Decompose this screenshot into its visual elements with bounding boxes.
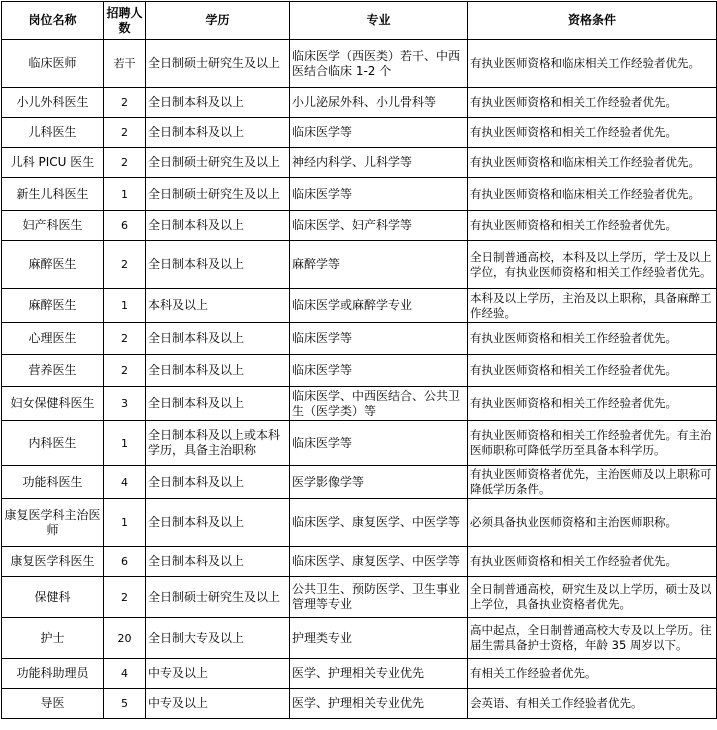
table-row bbox=[2, 499, 717, 547]
major-cell: 临床医学等 bbox=[290, 421, 468, 466]
position-cell: 新生儿科医生 bbox=[2, 178, 104, 211]
table-row bbox=[2, 618, 717, 659]
requirement-cell: 有执业医师资格和相关工作经验者优先。 bbox=[468, 355, 717, 387]
table-row bbox=[2, 178, 717, 211]
education-cell: 全日制本科及以上 bbox=[146, 211, 290, 241]
count-cell: 3 bbox=[104, 387, 146, 421]
count-cell: 4 bbox=[104, 466, 146, 499]
table-row bbox=[2, 241, 717, 289]
count-cell: 2 bbox=[104, 118, 146, 148]
requirement-cell: 有执业医师资格和相关工作经验者优先。有主治医师职称可降低学历至具备本科学历。 bbox=[468, 421, 717, 466]
requirement-cell: 全日制普通高校，本科及以上学历，学士及以上学位，有执业医师资格和相关工作经验者优先。 bbox=[468, 241, 717, 289]
table-row bbox=[2, 547, 717, 577]
table-row bbox=[2, 421, 717, 466]
header-count: 招聘人数 bbox=[104, 2, 146, 40]
major-cell: 临床医学等 bbox=[290, 355, 468, 387]
position-cell: 营养医生 bbox=[2, 355, 104, 387]
table-row bbox=[2, 355, 717, 387]
count-cell: 1 bbox=[104, 421, 146, 466]
education-cell: 全日制本科及以上 bbox=[146, 547, 290, 577]
major-cell: 临床医学、康复医学、中医学等 bbox=[290, 499, 468, 547]
major-cell: 神经内科学、儿科学等 bbox=[290, 148, 468, 178]
position-cell: 功能科医生 bbox=[2, 466, 104, 499]
table-row bbox=[2, 577, 717, 618]
position-cell: 儿科医生 bbox=[2, 118, 104, 148]
requirement-cell: 有执业医师资格和临床相关工作经验者优先。 bbox=[468, 148, 717, 178]
major-cell: 小儿泌尿外科、小儿骨科等 bbox=[290, 88, 468, 118]
table-row bbox=[2, 387, 717, 421]
education-cell: 中专及以上 bbox=[146, 689, 290, 719]
table-row bbox=[2, 148, 717, 178]
major-cell: 公共卫生、预防医学、卫生事业管理等专业 bbox=[290, 577, 468, 618]
major-cell: 临床医学等 bbox=[290, 323, 468, 355]
table-row bbox=[2, 689, 717, 719]
position-cell: 功能科助理员 bbox=[2, 659, 104, 689]
count-cell: 20 bbox=[104, 618, 146, 659]
requirement-cell: 有执业医师资格和相关工作经验者优先。 bbox=[468, 547, 717, 577]
position-cell: 保健科 bbox=[2, 577, 104, 618]
count-cell: 2 bbox=[104, 148, 146, 178]
header-education: 学历 bbox=[146, 2, 290, 40]
table-row bbox=[2, 323, 717, 355]
count-cell: 4 bbox=[104, 659, 146, 689]
table-row bbox=[2, 40, 717, 88]
major-cell: 临床医学或麻醉学专业 bbox=[290, 289, 468, 323]
education-cell: 全日制本科及以上或本科学历，具备主治职称 bbox=[146, 421, 290, 466]
count-cell: 1 bbox=[104, 499, 146, 547]
count-cell: 5 bbox=[104, 689, 146, 719]
education-cell: 全日制本科及以上 bbox=[146, 241, 290, 289]
count-cell: 2 bbox=[104, 577, 146, 618]
position-cell: 妇女保健科医生 bbox=[2, 387, 104, 421]
major-cell: 临床医学等 bbox=[290, 118, 468, 148]
major-cell: 医学、护理相关专业优先 bbox=[290, 659, 468, 689]
requirement-cell: 必须具备执业医师资格和主治医师职称。 bbox=[468, 499, 717, 547]
requirement-cell: 有执业医师资格和相关工作经验者优先。 bbox=[468, 118, 717, 148]
position-cell: 导医 bbox=[2, 689, 104, 719]
major-cell: 医学、护理相关专业优先 bbox=[290, 689, 468, 719]
table-row bbox=[2, 118, 717, 148]
education-cell: 全日制本科及以上 bbox=[146, 88, 290, 118]
header-position: 岗位名称 bbox=[2, 2, 104, 40]
requirement-cell: 会英语、有相关工作经验者优先。 bbox=[468, 689, 717, 719]
position-cell: 麻醉医生 bbox=[2, 241, 104, 289]
education-cell: 全日制本科及以上 bbox=[146, 118, 290, 148]
position-cell: 小儿外科医生 bbox=[2, 88, 104, 118]
education-cell: 全日制本科及以上 bbox=[146, 466, 290, 499]
requirement-cell: 有相关工作经验者优先。 bbox=[468, 659, 717, 689]
requirement-cell: 有执业医师资格和相关工作经验者优先。 bbox=[468, 88, 717, 118]
education-cell: 全日制本科及以上 bbox=[146, 387, 290, 421]
education-cell: 全日制大专及以上 bbox=[146, 618, 290, 659]
count-cell: 2 bbox=[104, 355, 146, 387]
position-cell: 护士 bbox=[2, 618, 104, 659]
major-cell: 麻醉学等 bbox=[290, 241, 468, 289]
major-cell: 临床医学、康复医学、中医学等 bbox=[290, 547, 468, 577]
education-cell: 全日制硕士研究生及以上 bbox=[146, 148, 290, 178]
position-cell: 临床医师 bbox=[2, 40, 104, 88]
position-cell: 妇产科医生 bbox=[2, 211, 104, 241]
requirement-cell: 有执业医师资格和相关工作经验者优先。 bbox=[468, 211, 717, 241]
header-major: 专业 bbox=[290, 2, 468, 40]
count-cell: 2 bbox=[104, 323, 146, 355]
count-cell: 6 bbox=[104, 211, 146, 241]
major-cell: 临床医学（西医类）若干、中西医结合临床 1-2 个 bbox=[290, 40, 468, 88]
major-cell: 临床医学、中西医结合、公共卫生（医学类）等 bbox=[290, 387, 468, 421]
position-cell: 康复医学科主治医师 bbox=[2, 499, 104, 547]
position-cell: 内科医生 bbox=[2, 421, 104, 466]
count-cell: 6 bbox=[104, 547, 146, 577]
requirement-cell: 有执业医师资格和临床相关工作经验者优先。 bbox=[468, 178, 717, 211]
education-cell: 全日制本科及以上 bbox=[146, 499, 290, 547]
education-cell: 全日制本科及以上 bbox=[146, 323, 290, 355]
count-cell: 若干 bbox=[104, 40, 146, 88]
major-cell: 护理类专业 bbox=[290, 618, 468, 659]
table-row bbox=[2, 211, 717, 241]
count-cell: 1 bbox=[104, 289, 146, 323]
major-cell: 医学影像学等 bbox=[290, 466, 468, 499]
position-cell: 儿科 PICU 医生 bbox=[2, 148, 104, 178]
table-row bbox=[2, 466, 717, 499]
position-cell: 康复医学科医生 bbox=[2, 547, 104, 577]
requirement-cell: 有执业医师资格和临床相关工作经验者优先。 bbox=[468, 40, 717, 88]
education-cell: 全日制硕士研究生及以上 bbox=[146, 178, 290, 211]
education-cell: 中专及以上 bbox=[146, 659, 290, 689]
major-cell: 临床医学、妇产科学等 bbox=[290, 211, 468, 241]
count-cell: 2 bbox=[104, 241, 146, 289]
education-cell: 全日制硕士研究生及以上 bbox=[146, 577, 290, 618]
header-row bbox=[2, 2, 717, 40]
count-cell: 1 bbox=[104, 178, 146, 211]
recruitment-table bbox=[1, 1, 717, 719]
requirement-cell: 有执业医师资格和相关工作经验者优先。 bbox=[468, 323, 717, 355]
table-row bbox=[2, 659, 717, 689]
requirement-cell: 高中起点，全日制普通高校大专及以上学历。往届生需具备护士资格，年龄 35 周岁以下。 bbox=[468, 618, 717, 659]
table-row bbox=[2, 88, 717, 118]
count-cell: 2 bbox=[104, 88, 146, 118]
table-row bbox=[2, 289, 717, 323]
education-cell: 本科及以上 bbox=[146, 289, 290, 323]
requirement-cell: 有执业医师资格者优先，主治医师及以上职称可降低学历条件。 bbox=[468, 466, 717, 499]
major-cell: 临床医学等 bbox=[290, 178, 468, 211]
requirement-cell: 有执业医师资格和相关工作经验者优先。 bbox=[468, 387, 717, 421]
position-cell: 心理医生 bbox=[2, 323, 104, 355]
position-cell: 麻醉医生 bbox=[2, 289, 104, 323]
education-cell: 全日制本科及以上 bbox=[146, 355, 290, 387]
requirement-cell: 本科及以上学历，主治及以上职称，具备麻醉工作经验。 bbox=[468, 289, 717, 323]
header-requirement: 资格条件 bbox=[468, 2, 717, 40]
requirement-cell: 全日制普通高校，研究生及以上学历，硕士及以上学位，具备执业资格者优先。 bbox=[468, 577, 717, 618]
education-cell: 全日制硕士研究生及以上 bbox=[146, 40, 290, 88]
